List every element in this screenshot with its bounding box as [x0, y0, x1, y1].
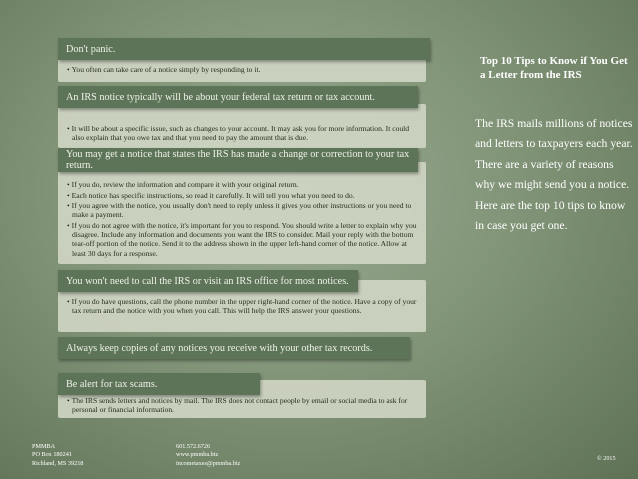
section-card-3: [58, 162, 426, 264]
heading-text: An IRS notice typically will be about your federal tax return or tax account.: [66, 91, 375, 103]
section-heading-4: [58, 270, 358, 292]
bullet: • If you do have questions, call the phone number in the upper right-hand corner of the notice. Have a copy of your tax return and the notice with you when you call. This will help the IRS answer your questions.: [65, 297, 418, 315]
heading-text: Don't panic.: [66, 43, 116, 55]
section-heading-6: [58, 373, 260, 395]
section-heading-1: [58, 38, 430, 60]
section-heading-5: [58, 337, 410, 359]
bullet: • Each notice has specific instructions, so read it carefully. It will tell you what you need to do.: [65, 191, 418, 200]
bullet: • The IRS sends letters and notices by mail. The IRS does not contact people by email or social media to ask for personal or financial information.: [65, 396, 418, 414]
footer-contact: [176, 443, 240, 468]
heading-text: Always keep copies of any notices you receive with your other tax records.: [66, 342, 373, 354]
footer-line: PMMBA: [32, 443, 56, 450]
bullet: • If you do, review the information and compare it with your original return.: [65, 180, 418, 189]
section-card-2: [58, 104, 426, 148]
footer-line: Richland, MS 39218: [32, 459, 84, 467]
bullet: • You often can take care of a notice simply by responding to it.: [65, 65, 418, 74]
slide-title: Top 10 Tips to Know if You Get a Letter from the IRS: [480, 55, 628, 81]
footer-website-link[interactable]: www.pmmba.biz: [176, 451, 219, 459]
footer-line: PO Box 180241: [32, 451, 72, 459]
section-heading-3: [58, 148, 418, 172]
heading-text: You may get a notice that states the IRS has made a change or correction to your tax return.: [66, 149, 410, 171]
bullet: • It will be about a specific issue, such as changes to your account. It may ask you for more information. It could also explain that you owe tax and that you need to pay the amount that is due.: [65, 124, 418, 142]
slide-intro-text: The IRS mails millions of notices and letters to taxpayers each year. There are a variety of reasons why we might send you a notice. Here are the top 10 tips to know in case you get one.: [475, 117, 633, 233]
section-heading-2: [58, 86, 418, 108]
heading-text: Be alert for tax scams.: [66, 378, 158, 390]
footer-email-link[interactable]: incometaxes@pmmba.biz: [176, 459, 241, 467]
heading-text: You won't need to call the IRS or visit an IRS office for most notices.: [66, 275, 349, 287]
footer-org: [32, 443, 83, 468]
bullet: • If you agree with the notice, you usually don't need to reply unless it gives you other instructions or you need to make a payment.: [65, 201, 418, 219]
copyright: © 2015: [597, 455, 616, 462]
bullet: • If you do not agree with the notice, it's important for you to respond. You should write a letter to explain why you disagree. Include any information and documents you want the IRS to consider. Mail your reply with the bottom tear-off portion of the notice. Send it to the address shown in the upper left-hand corner of the notice. Allow at least 30 days for a response.: [65, 221, 418, 258]
footer-phone: 601.572.6726: [176, 443, 211, 450]
